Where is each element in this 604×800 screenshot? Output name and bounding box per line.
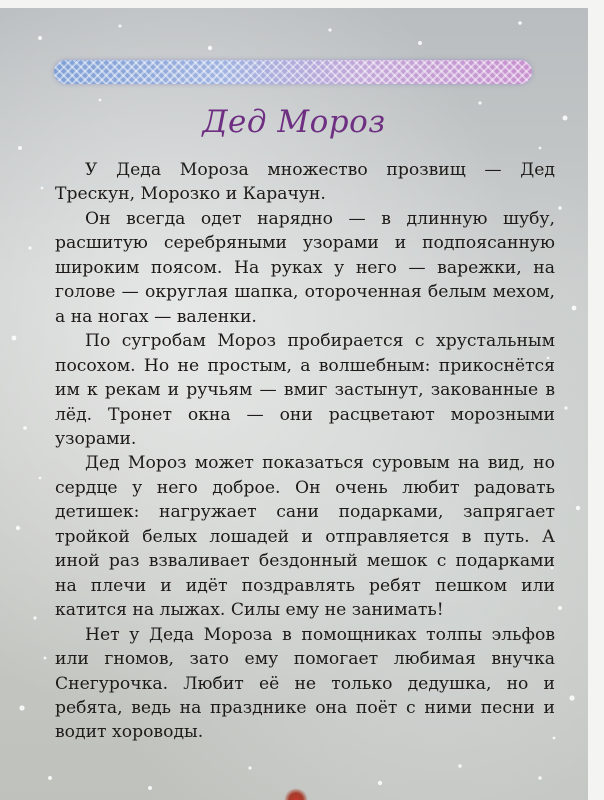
paragraph-4: Дед Мороз может показаться суровым на вид, но сердце у него доброе. Он очень любит радовать детишек: нагружает сани подарками, запрягает тройкой белых лошадей и отправляется в путь. А иной раз взваливает бездонный мешок с подарками на плечи и идёт поздравлять ребят пешком или катится на лыжах. Силы ему не занимать! [55,453,555,621]
paragraph-1: У Деда Мороза множество прозвищ — Дед Трескун, Морозко и Карачун. [55,160,555,205]
paragraph-3: По сугробам Мороз пробирается с хрустальным посохом. Но не простым, а волшебным: прикоснётся им к рекам и ручьям — вмиг застынут, закованные в лёд. Тронет окна — они расцветают морозными узорами. [55,331,555,449]
book-page [0,8,588,800]
ornamental-ribbon-icon [54,60,532,84]
article-text [55,158,555,745]
paragraph-2: Он всегда одет нарядно — в длинную шубу, расшитую серебряными узорами и подпоясанную широким поясом. На руках у него — варежки, на голове — округлая шапка, отороченная белым мехом, а на ногах — валенки. [55,208,555,327]
snowflake-icon [284,788,308,800]
paragraph-5: Нет у Деда Мороза в помощниках толпы эльфов или гномов, зато ему помогает любимая внучка Снегурочка. Любит её не только дедушка, но и ребята, ведь на празднике она поёт с ними песни и водит хороводы. [55,624,555,743]
page-title: Дед Мороз [202,104,386,140]
